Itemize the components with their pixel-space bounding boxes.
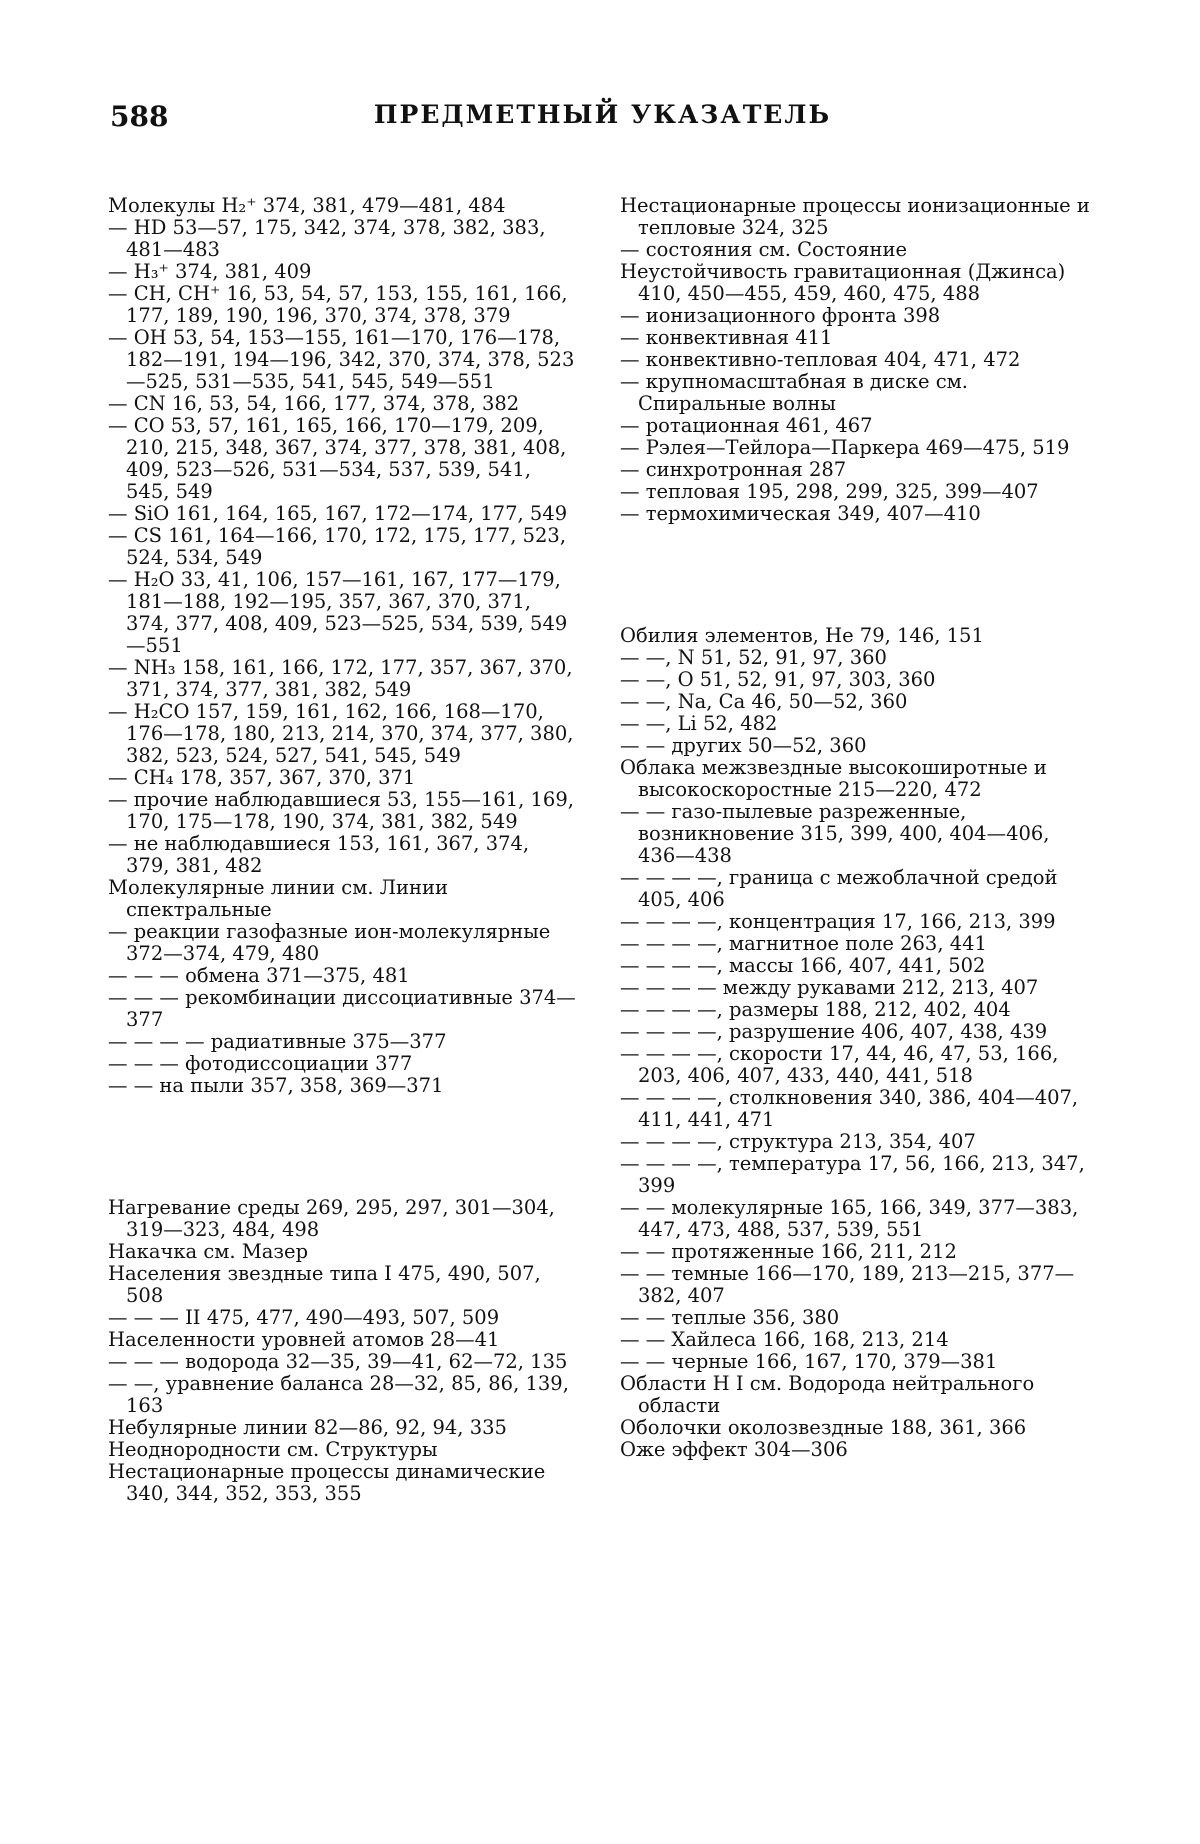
index-entry: — — Хайлеса 166, 168, 213, 214	[620, 1328, 949, 1351]
index-entry: — — — —, концентрация 17, 166, 213, 399	[620, 910, 1056, 933]
index-entry: — ионизационного фронта 398	[620, 304, 941, 327]
index-entry: Небулярные линии 82—86, 92, 94, 335	[108, 1416, 507, 1439]
index-entry: — — — —, магнитное поле 263, 441	[620, 932, 987, 955]
index-entry: Накачка см. Мазер	[108, 1240, 309, 1263]
index-entry: Области H I см. Водорода нейтрального области	[620, 1372, 1041, 1417]
index-entry: — CS 161, 164—166, 170, 172, 175, 177, 523, 524, 534, 549	[108, 524, 573, 569]
index-entry: — H₂O 33, 41, 106, 157—161, 167, 177—179, 181—188, 192—195, 357, 367, 370, 371, 374, 377, 408, 409, 523—525, 534, 539, 549—551	[108, 568, 568, 657]
index-entry: — SiO 161, 164, 165, 167, 172—174, 177, 549	[108, 502, 568, 525]
index-entry: — — на пыли 357, 358, 369—371	[108, 1074, 444, 1097]
page-header	[110, 100, 1095, 140]
index-entry: — CH₄ 178, 357, 367, 370, 371	[108, 766, 416, 789]
index-entry: Населенности уровней атомов 28—41	[108, 1328, 500, 1351]
index-entry: — — — —, столкновения 340, 386, 404—407, 411, 441, 471	[620, 1086, 1085, 1131]
index-entry: — H₃⁺ 374, 381, 409	[108, 260, 312, 283]
index-entry: — — других 50—52, 360	[620, 734, 867, 757]
index-entry: — — черные 166, 167, 170, 379—381	[620, 1350, 998, 1373]
index-block-nestatsionarnye	[620, 194, 1097, 525]
index-entry: — — газо-пылевые разреженные, возникновение 315, 399, 400, 404—406, 436—438	[620, 800, 1056, 867]
index-entry: — H₂CO 157, 159, 161, 162, 166, 168—170, 176—178, 180, 213, 214, 370, 374, 377, 380, 382, 523, 524, 527, 541, 545, 549	[108, 700, 580, 767]
right-column	[620, 194, 1097, 1461]
index-entry: — прочие наблюдавшиеся 53, 155—161, 169, 170, 175—178, 190, 374, 381, 382, 549	[108, 788, 581, 833]
index-entry: — не наблюдавшиеся 153, 161, 367, 374, 379, 381, 482	[108, 832, 536, 877]
index-entry: — —, Na, Ca 46, 50—52, 360	[620, 690, 908, 713]
index-entry: Нестационарные процессы ионизационные и тепловые 324, 325	[620, 194, 1097, 239]
index-entry: Обилия элементов, He 79, 146, 151	[620, 624, 984, 647]
index-entry: — — — —, скорости 17, 44, 46, 47, 53, 166, 203, 406, 407, 433, 440, 441, 518	[620, 1042, 1065, 1087]
index-block-molecules	[108, 194, 581, 1097]
index-entry: — ротационная 461, 467	[620, 414, 873, 437]
index-entry: — — — II 475, 477, 490—493, 507, 509	[108, 1306, 500, 1329]
index-block-o	[620, 625, 1090, 1461]
index-entry: — CH, CH⁺ 16, 53, 54, 57, 153, 155, 161, 166, 177, 189, 190, 196, 370, 374, 378, 379	[108, 282, 574, 327]
index-entry: — — — —, температура 17, 56, 166, 213, 347, 399	[620, 1152, 1091, 1197]
index-entry: — — — рекомбинации диссоциативные 374—377	[108, 986, 576, 1031]
index-block-n	[108, 1197, 578, 1505]
index-entry: — тепловая 195, 298, 299, 325, 399—407	[620, 480, 1039, 503]
index-entry: — — темные 166—170, 189, 213—215, 377—382, 407	[620, 1262, 1075, 1307]
index-entry: — — — —, массы 166, 407, 441, 502	[620, 954, 986, 977]
index-entry: — — — — радиативные 375—377	[108, 1030, 447, 1053]
index-entry: — состояния см. Состояние	[620, 238, 908, 261]
index-entry: — — — водорода 32—35, 39—41, 62—72, 135	[108, 1350, 568, 1373]
index-entry: — — — —, размеры 188, 212, 402, 404	[620, 998, 1011, 1021]
index-entry: — CN 16, 53, 54, 166, 177, 374, 378, 382	[108, 392, 520, 415]
index-entry: — — — обмена 371—375, 481	[108, 964, 410, 987]
index-entry: — — — фотодиссоциации 377	[108, 1052, 413, 1075]
index-entry: — — — —, граница с межоблачной средой 405, 406	[620, 866, 1064, 911]
index-entry: — — молекулярные 165, 166, 349, 377—383, 447, 473, 488, 537, 539, 551	[620, 1196, 1085, 1241]
index-entry: Неоднородности см. Структуры	[108, 1438, 438, 1461]
index-entry: Нагревание среды 269, 295, 297, 301—304, 319—323, 484, 498	[108, 1196, 562, 1241]
index-entry: — Рэлея—Тейлора—Паркера 469—475, 519	[620, 436, 1070, 459]
index-entry: — реакции газофазные ион-молекулярные 372—374, 479, 480	[108, 920, 557, 965]
index-entry: Молекулярные линии см. Линии спектральные	[108, 876, 455, 921]
index-entry: — крупномасштабная в диске см. Спиральные волны	[620, 370, 975, 415]
index-entry: — —, Li 52, 482	[620, 712, 778, 735]
index-entry: — CO 53, 57, 161, 165, 166, 170—179, 209, 210, 215, 348, 367, 374, 377, 378, 381, 408, 409, 523—526, 531—534, 537, 539, 541, 545, 549	[108, 414, 573, 503]
index-entry: Молекулы H₂⁺ 374, 381, 479—481, 484	[108, 194, 506, 217]
index-entry: — — — — между рукавами 212, 213, 407	[620, 976, 1039, 999]
index-entry: — — теплые 356, 380	[620, 1306, 840, 1329]
section-gap	[108, 1097, 578, 1197]
index-entry: Оболочки околозвездные 188, 361, 366	[620, 1416, 1027, 1439]
index-entry: — —, уравнение баланса 28—32, 85, 86, 139, 163	[108, 1372, 576, 1417]
index-entry: — термохимическая 349, 407—410	[620, 502, 981, 525]
index-entry: — конвективная 411	[620, 326, 833, 349]
index-entry: — конвективно-тепловая 404, 471, 472	[620, 348, 1021, 371]
index-entry: — —, O 51, 52, 91, 97, 303, 360	[620, 668, 936, 691]
page-number: 588	[110, 100, 169, 133]
index-entry: Нестационарные процессы динамические 340, 344, 352, 353, 355	[108, 1460, 552, 1505]
index-entry: Населения звездные типа I 475, 490, 507, 508	[108, 1262, 547, 1307]
left-column	[108, 194, 581, 1505]
index-entry: — NH₃ 158, 161, 166, 172, 177, 357, 367, 370, 371, 374, 377, 381, 382, 549	[108, 656, 579, 701]
section-gap	[620, 525, 1090, 625]
index-entry: — — протяженные 166, 211, 212	[620, 1240, 957, 1263]
index-entry: Облака межзвездные высокоширотные и высокоскоростные 215—220, 472	[620, 756, 1054, 801]
index-entry: — HD 53—57, 175, 342, 374, 378, 382, 383, 481—483	[108, 216, 552, 261]
index-entry: — —, N 51, 52, 91, 97, 360	[620, 646, 887, 669]
index-entry: — — — —, структура 213, 354, 407	[620, 1130, 976, 1153]
index-entry: — — — —, разрушение 406, 407, 438, 439	[620, 1020, 1048, 1043]
running-head: ПРЕДМЕТНЫЙ УКАЗАТЕЛЬ	[373, 100, 832, 129]
index-entry: — синхротронная 287	[620, 458, 847, 481]
index-entry: Неустойчивость гравитационная (Джинса) 410, 450—455, 459, 460, 475, 488	[620, 260, 1072, 305]
index-entry: — OH 53, 54, 153—155, 161—170, 176—178, 182—191, 194—196, 342, 370, 374, 378, 523—525, 531—535, 541, 545, 549—551	[108, 326, 575, 393]
index-entry: Оже эффект 304—306	[620, 1438, 848, 1461]
